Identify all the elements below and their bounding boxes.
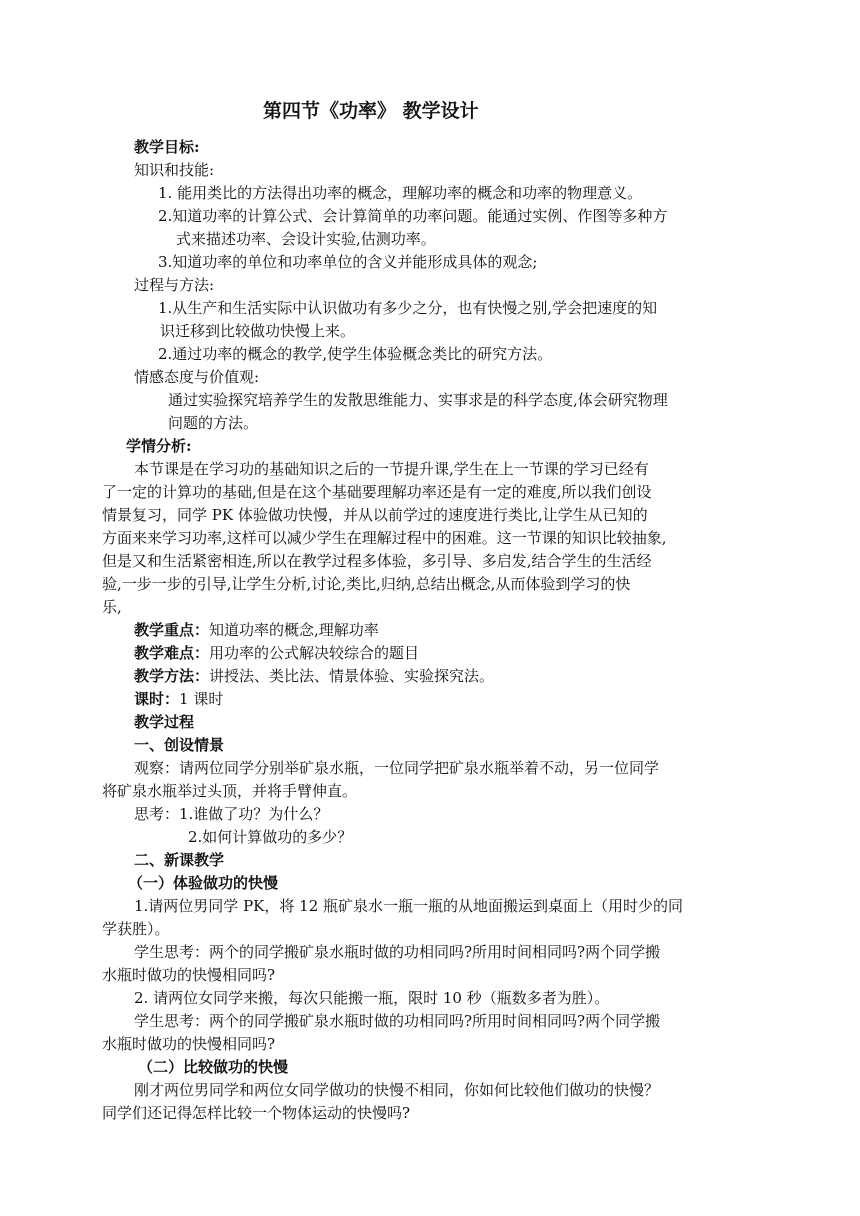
knowledge-item-2: 2.知道功率的计算公式、会计算简单的功率问题。能通过实例、作图等多种方 [158, 207, 668, 225]
class-hours [134, 688, 223, 711]
process-item-1-cont: 识迁移到比较做功快慢上来。 [160, 322, 356, 340]
think-line-2: 2.如何计算做功的多少？ [188, 828, 353, 846]
analysis-heading: 学情分析: [126, 437, 192, 455]
question-1-line-1: 学生思考：两个的同学搬矿泉水瓶时做的功相同吗?所用时间相同吗?两个同学搬 [134, 943, 661, 961]
process-title: 教学过程 [134, 713, 195, 731]
emotion-label: 情感态度与价值观: [134, 368, 260, 386]
task-2-line: 2. 请两位女同学来搬，每次只能搬一瓶，限时 10 秒（瓶数多者为胜）。 [134, 989, 610, 1007]
section-2-title: 二、新课教学 [134, 851, 225, 869]
objectives-heading: 教学目标: [134, 138, 200, 156]
think-line-1: 思考：1.谁做了功？为什么？ [134, 805, 329, 823]
hours-label: 课时： [134, 690, 180, 708]
emotion-item-1-cont: 问题的方法。 [168, 414, 259, 432]
key-point-label: 教学重点： [134, 621, 210, 639]
section-1-title: 一、创设情景 [134, 736, 225, 754]
observe-line-1: 观察：请两位同学分别举矿泉水瓶，一位同学把矿泉水瓶举着不动，另一位同学 [134, 759, 660, 777]
analysis-line-2: 了一定的计算功的基础,但是在这个基础要理解功率还是有一定的难度,所以我们创设 [102, 483, 652, 501]
analysis-line-3: 情景复习，同学 PK 体验做功快慢，并从以前学过的速度进行类比,让学生从已知的 [102, 506, 648, 524]
question-1-line-2: 水瓶时做功的快慢相同吗? [102, 966, 276, 984]
observe-line-2: 将矿泉水瓶举过头顶，并将手臂伸直。 [102, 782, 358, 800]
process-label: 过程与方法: [134, 276, 215, 294]
process-item-2: 2.通过功率的概念的教学,使学生体验概念类比的研究方法。 [158, 345, 553, 363]
knowledge-item-1: 1. 能用类比的方法得出功率的概念，理解功率的概念和功率的物理意义。 [158, 184, 643, 202]
analysis-line-4: 方面来来学习功率,这样可以减少学生在理解过程中的困难。这一节课的知识比较抽象, [102, 529, 667, 547]
knowledge-label: 知识和技能: [134, 161, 215, 179]
key-point [134, 619, 379, 642]
difficulty-text: 用功率的公式解决较综合的题目 [209, 644, 420, 662]
teaching-method [134, 665, 494, 688]
subsection-2-2-title: （二）比较做功的快慢 [138, 1058, 289, 1076]
analysis-line-1: 本节课是在学习功的基础知识之后的一节提升课,学生在上一节课的学习已经有 [134, 460, 649, 478]
method-text: 讲授法、类比法、情景体验、实验探究法。 [209, 667, 495, 685]
doc-title: 第四节《功率》 教学设计 [263, 100, 479, 122]
emotion-item-1: 通过实验探究培养学生的发散思维能力、实事求是的科学态度,体会研究物理 [168, 391, 668, 409]
analysis-line-6: 验,一步一步的引导,让学生分析,讨论,类比,归纳,总结出概念,从而体验到学习的快 [102, 575, 631, 593]
task-1-line-2: 学获胜）。 [102, 920, 170, 938]
compare-line-2: 同学们还记得怎样比较一个物体运动的快慢吗? [102, 1104, 411, 1122]
knowledge-item-3: 3.知道功率的单位和功率单位的含义并能形成具体的观念; [158, 253, 538, 271]
difficulty-point [134, 642, 419, 665]
process-item-1: 1.从生产和生活实际中认识做功有多少之分，也有快慢之别,学会把速度的知 [158, 299, 658, 317]
knowledge-item-2-cont: 式来描述功率、会设计实验,估测功率。 [176, 230, 436, 248]
subsection-2-1-title: （一）体验做功的快慢 [128, 874, 279, 892]
question-2-line-1: 学生思考：两个的同学搬矿泉水瓶时做的功相同吗?所用时间相同吗?两个同学搬 [134, 1012, 661, 1030]
method-label: 教学方法： [134, 667, 210, 685]
question-2-line-2: 水瓶时做功的快慢相同吗? [102, 1035, 276, 1053]
difficulty-label: 教学难点： [134, 644, 210, 662]
compare-line-1: 刚才两位男同学和两位女同学做功的快慢不相同，你如何比较他们做功的快慢？ [134, 1081, 660, 1099]
analysis-line-7: 乐, [102, 598, 122, 616]
task-1-line-1: 1.请两位男同学 PK，将 12 瓶矿泉水一瓶一瓶的从地面搬运到桌面上（用时少的同 [134, 897, 684, 915]
hours-text: 1 课时 [179, 690, 224, 708]
key-point-text: 知道功率的概念,理解功率 [209, 621, 379, 639]
analysis-line-5: 但是又和生活紧密相连,所以在教学过程多体验，多引导、多启发,结合学生的生活经 [102, 552, 652, 570]
